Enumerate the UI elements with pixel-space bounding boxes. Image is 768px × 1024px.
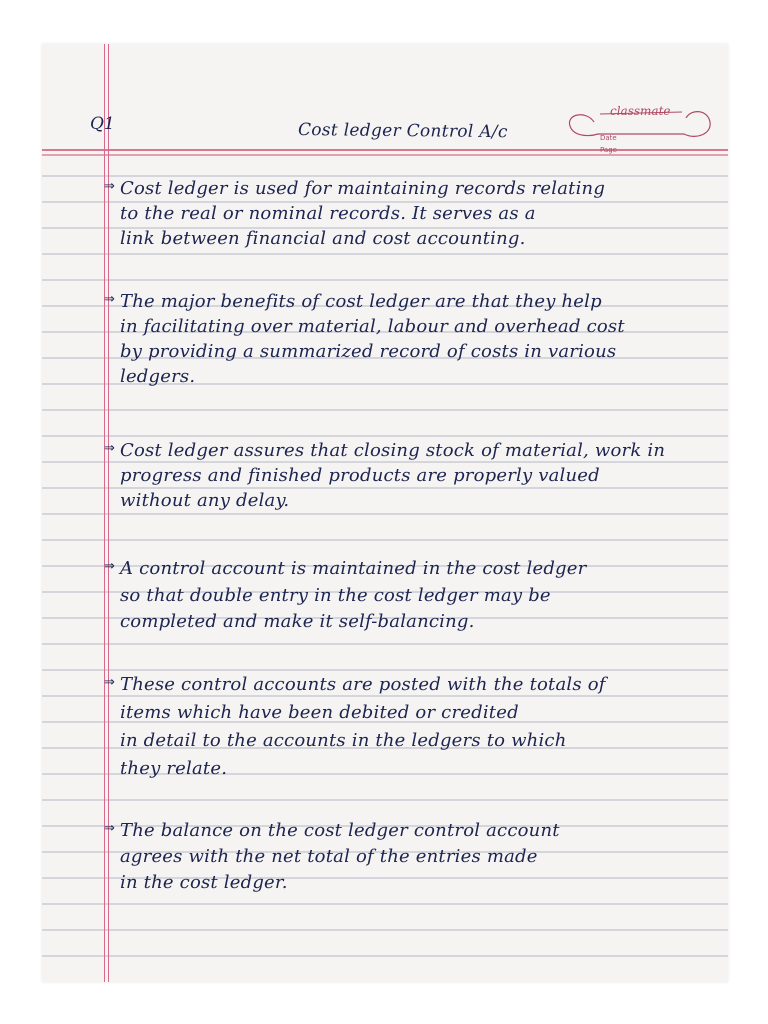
arrow-bullet-icon: ⇒	[104, 441, 115, 456]
brand-name: classmate	[610, 104, 671, 118]
note-line: without any delay.	[120, 490, 290, 511]
arrow-bullet-icon: ⇒	[104, 292, 115, 307]
question-number: Q1	[90, 114, 115, 134]
note-line: they relate.	[120, 758, 228, 779]
note-line: The major benefits of cost ledger are that they help	[120, 291, 602, 312]
note-line: Cost ledger is used for maintaining records relating	[120, 178, 606, 199]
note-line: progress and finished products are properly valued	[120, 465, 600, 486]
arrow-bullet-icon: ⇒	[104, 559, 115, 574]
page-label: Page	[600, 146, 617, 154]
notebook-page	[42, 44, 728, 982]
note-line: so that double entry in the cost ledger may be	[120, 585, 551, 606]
note-line: in detail to the accounts in the ledgers to which	[120, 730, 567, 751]
classmate-logo	[564, 78, 714, 154]
arrow-bullet-icon: ⇒	[104, 821, 115, 836]
note-line: Cost ledger assures that closing stock of material, work in	[120, 440, 666, 461]
note-line: The balance on the cost ledger control account	[120, 820, 560, 841]
note-line: These control accounts are posted with the totals of	[120, 674, 606, 695]
note-line: completed and make it self-balancing.	[120, 611, 475, 632]
note-line: by providing a summarized record of costs in various	[120, 341, 617, 362]
note-line: agrees with the net total of the entries made	[120, 846, 538, 867]
note-line: link between financial and cost accounting.	[120, 228, 526, 249]
arrow-bullet-icon: ⇒	[104, 179, 115, 194]
note-line: in facilitating over material, labour and overhead cost	[120, 316, 625, 337]
note-line: in the cost ledger.	[120, 872, 288, 893]
note-line: to the real or nominal records. It serves as a	[120, 203, 536, 224]
date-label: Date	[600, 134, 617, 142]
note-line: items which have been debited or credited	[120, 702, 519, 723]
note-line: ledgers.	[120, 366, 196, 387]
page-title: Cost ledger Control A/c	[297, 120, 508, 143]
note-line: A control account is maintained in the cost ledger	[120, 558, 587, 579]
arrow-bullet-icon: ⇒	[104, 675, 115, 690]
